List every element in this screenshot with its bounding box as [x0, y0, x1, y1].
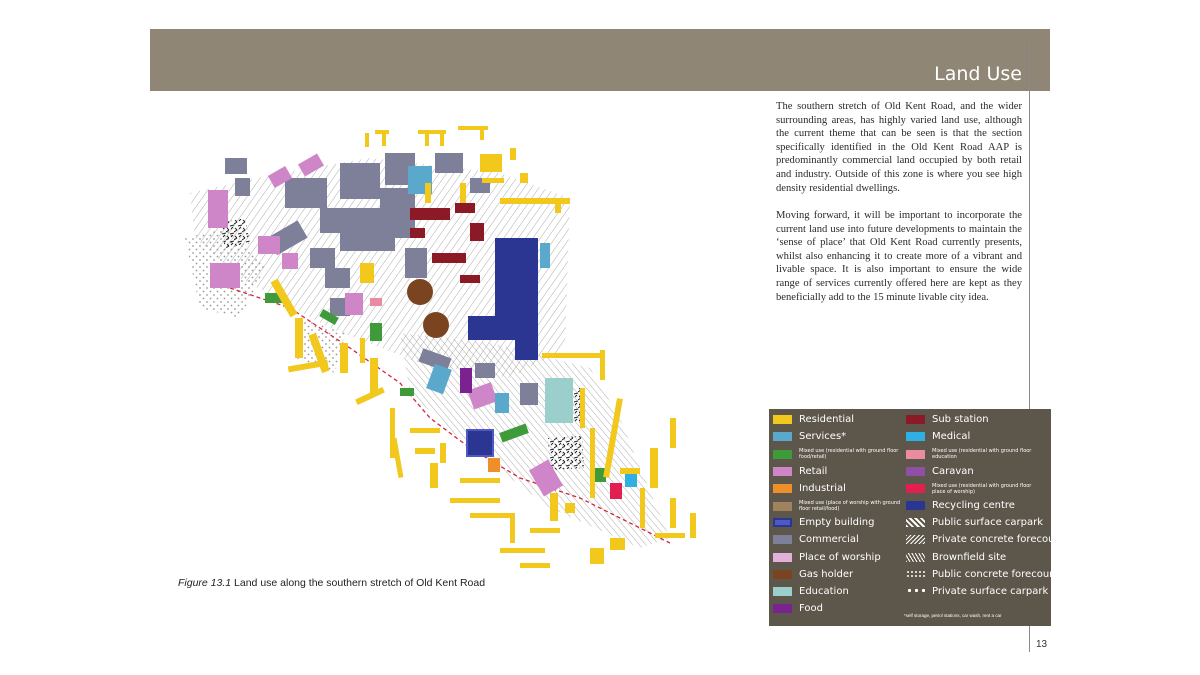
- legend-swatch: [773, 604, 792, 613]
- residential-mid: [360, 263, 374, 283]
- legend-label: Retail: [799, 465, 828, 477]
- food-building: [460, 368, 472, 393]
- legend-label: Residential: [799, 414, 855, 425]
- legend-item-right-1: [906, 431, 970, 442]
- legend-swatch: [906, 501, 925, 510]
- legend-swatch: [773, 535, 792, 544]
- legend-swatch: [773, 450, 792, 459]
- education-building: [545, 378, 573, 423]
- legend-swatch: [906, 535, 925, 544]
- legend-item-left-10: [773, 586, 849, 597]
- legend-item-left-6: [773, 517, 874, 528]
- legend-item-left-1: [773, 431, 846, 442]
- legend-swatch: [906, 432, 925, 441]
- body-paragraph-1: The southern stretch of Old Kent Road, and the wider surrounding areas, has highly varied land use, although the current theme that can be seen is that the section specifically identified in the Old Kent Road AAP is predominantly commercial land occupied by both retail and industry. Outside of this zone is where you see high density residential dwellings.: [776, 101, 1022, 194]
- legend-label: Private surface carpark: [932, 586, 1049, 597]
- legend-label: Brownfield site: [932, 551, 1007, 563]
- legend-item-left-5: [773, 500, 907, 512]
- legend-swatch: [906, 467, 925, 476]
- gas-holder-north: [407, 279, 433, 305]
- figure-caption-text: Land use along the southern stretch of Old Kent Road: [231, 577, 486, 589]
- legend-item-left-4: [773, 483, 846, 494]
- legend-item-right-4: [906, 483, 1040, 495]
- mixed-worship-building: [610, 483, 622, 499]
- legend-swatch: [773, 570, 792, 579]
- legend-swatch: [773, 415, 792, 424]
- empty-building: [467, 430, 493, 456]
- legend-label: Empty building: [799, 517, 875, 529]
- legend-item-right-0: [906, 414, 989, 425]
- legend-label: Sub station: [932, 414, 989, 425]
- legend-swatch: [773, 484, 792, 493]
- legend-label: Mixed use (residential with ground floor place of worship): [932, 482, 1032, 495]
- medical-building: [625, 473, 637, 487]
- legend-item-left-3: [773, 466, 827, 477]
- map-legend: [769, 409, 1063, 626]
- legend-label: Medical: [932, 431, 971, 443]
- body-paragraph-2: Moving forward, it will be important to incorporate the current land use into future developments to maintain the ‘sense of place’ that Old Kent Road currently presents, whilst also enhancing it to create more of a vibrant and livable space. It is also important to ensure the wide range of services currently offered here are kept as they beneficially add to the 15 minute livable city idea.: [776, 210, 1022, 303]
- legend-item-right-2: [906, 448, 1040, 460]
- figure-caption: [178, 577, 485, 589]
- legend-label: Services*: [799, 431, 847, 443]
- legend-item-right-9: [906, 569, 1057, 580]
- legend-label: Mixed use (residential with ground floor food/retail): [799, 448, 899, 461]
- legend-label: Education: [799, 586, 849, 597]
- legend-swatch: [773, 587, 792, 596]
- legend-label: Food: [799, 603, 823, 615]
- legend-item-right-5: [906, 500, 1015, 511]
- legend-item-left-9: [773, 569, 853, 580]
- legend-label: Place of worship: [799, 551, 881, 563]
- legend-label: Recycling centre: [932, 500, 1015, 511]
- legend-item-right-10: [906, 586, 1048, 597]
- legend-label: Public concrete forecourt: [932, 568, 1058, 580]
- legend-label: Caravan: [932, 465, 974, 477]
- brownfield-east: [548, 436, 584, 470]
- header-bar: [150, 29, 1050, 91]
- legend-swatch: [906, 570, 925, 579]
- legend-swatch: [773, 518, 792, 527]
- gas-holder-south: [423, 312, 449, 338]
- legend-swatch: [773, 553, 792, 562]
- legend-item-left-8: [773, 552, 881, 563]
- legend-swatch: [906, 415, 925, 424]
- figure-number: Figure 13.1: [178, 577, 232, 589]
- legend-item-right-3: [906, 466, 974, 477]
- legend-swatch: [906, 587, 925, 596]
- mixed-education-building: [370, 298, 382, 306]
- page-number: 13: [1036, 639, 1048, 650]
- legend-swatch: [906, 450, 925, 459]
- legend-item-right-8: [906, 552, 1006, 563]
- legend-label: Commercial: [799, 534, 859, 546]
- legend-label: Public surface carpark: [932, 517, 1044, 529]
- legend-label: Gas holder: [799, 568, 854, 580]
- industrial-building: [488, 458, 500, 472]
- legend-swatch: [906, 518, 925, 527]
- legend-swatch: [773, 502, 792, 511]
- legend-item-right-7: [906, 534, 1062, 545]
- legend-swatch: [906, 553, 925, 562]
- legend-label: Private concrete forecourt: [932, 534, 1063, 546]
- legend-swatch: [773, 467, 792, 476]
- legend-item-right-6: [906, 517, 1043, 528]
- legend-item-left-11: [773, 603, 823, 614]
- land-use-map: [170, 118, 720, 580]
- page-title: Land Use: [934, 63, 1022, 85]
- legend-label: Mixed use (residential with ground floor education: [932, 448, 1032, 461]
- legend-label: Industrial: [799, 482, 846, 494]
- legend-label: Mixed use (place of worship with ground floor retail/food): [799, 500, 901, 512]
- legend-note: *self storage, petrol stations, car wash, rent a car: [904, 613, 1002, 618]
- legend-swatch: [773, 432, 792, 441]
- legend-item-left-7: [773, 534, 859, 545]
- legend-item-left-0: [773, 414, 854, 425]
- legend-item-left-2: [773, 448, 907, 460]
- legend-swatch: [906, 484, 925, 493]
